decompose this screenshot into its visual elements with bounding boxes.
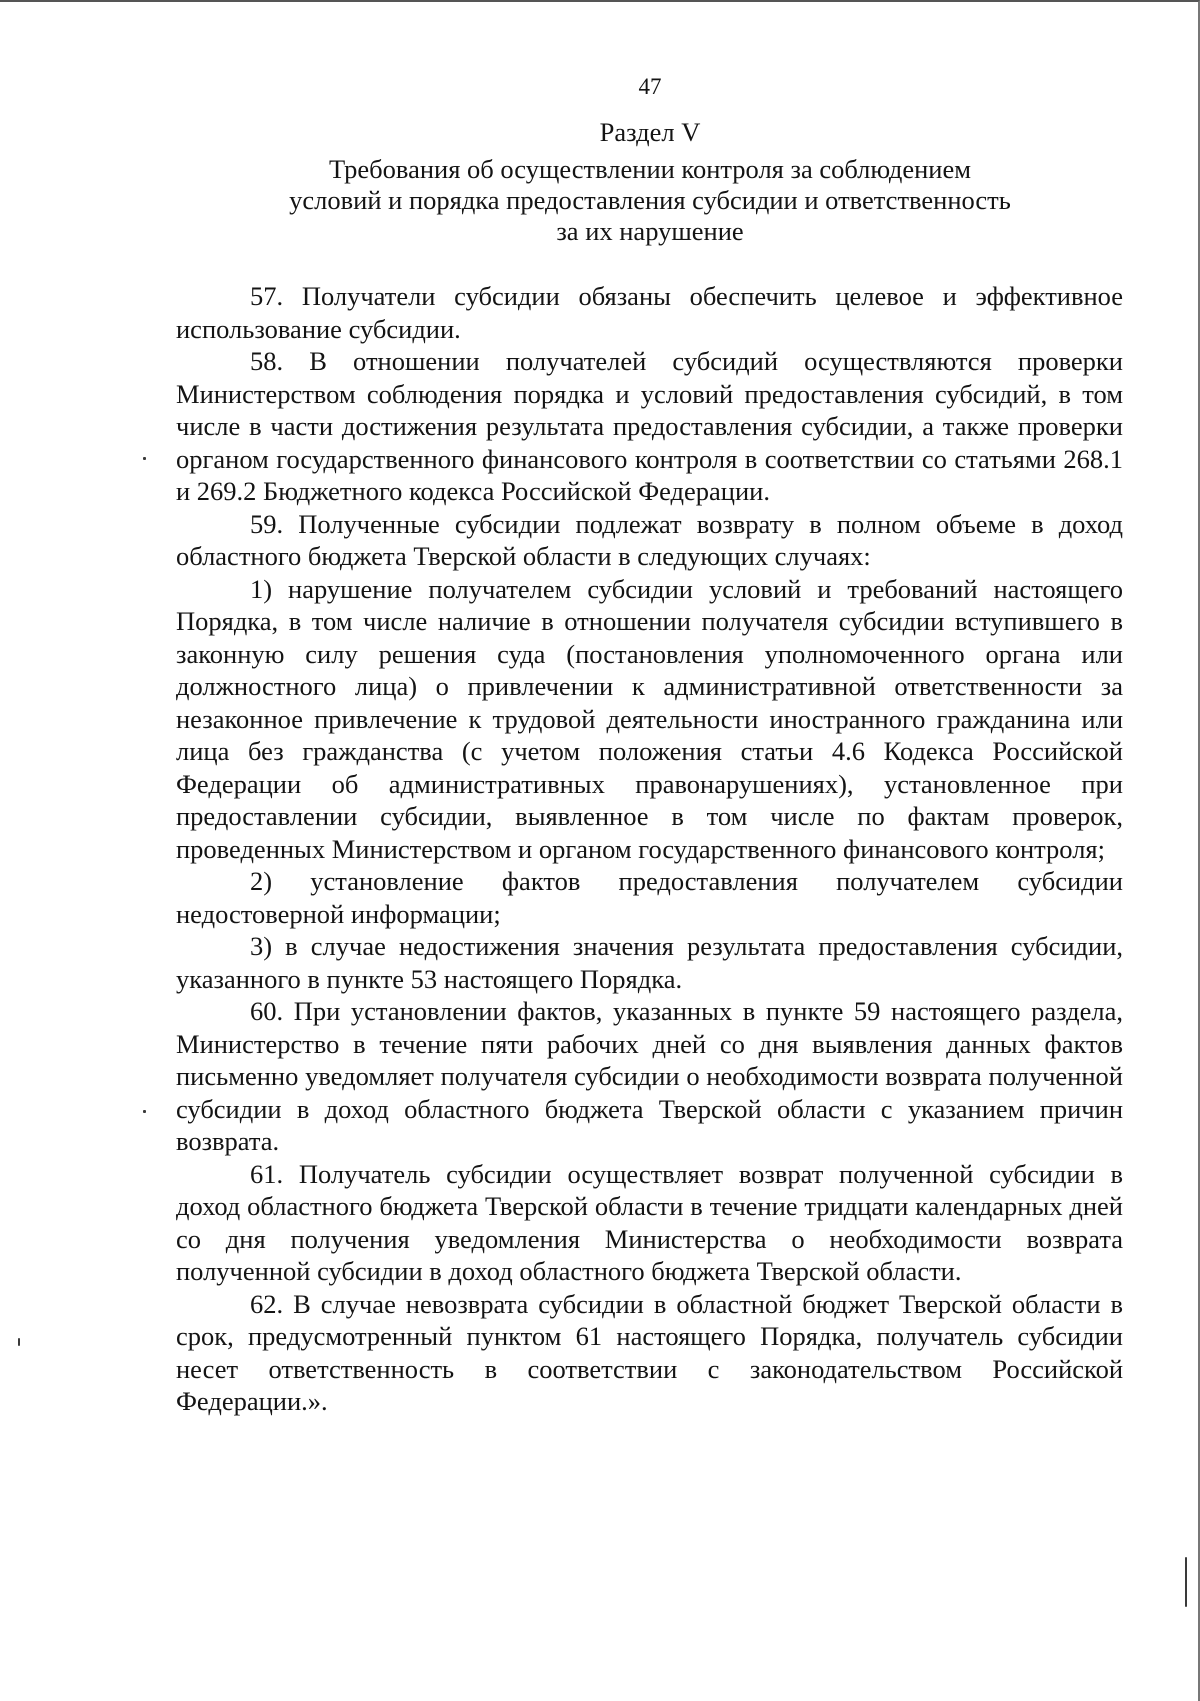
section-title	[0, 154, 1200, 247]
paragraph-59: 59. Полученные субсидии подлежат возврату в полном объеме в доход областного бюджета Тверской области в следующих случаях:	[176, 508, 1123, 571]
section-title-line: условий и порядка предоставления субсидии и ответственность	[289, 185, 1011, 215]
section-title-line: за их нарушение	[556, 216, 744, 246]
paragraph-61: 61. Получатель субсидии осуществляет возврат полученной субсидии в доход областного бюджета Тверской области в течение тридцати календарных дней со дня получения уведомления Министерства о необходимости возврата полученной субсидии в доход областного бюджета Тверской области.	[176, 1158, 1123, 1286]
paragraph-60: 60. При установлении фактов, указанных в пункте 59 настоящего раздела, Министерство в течение пяти рабочих дней со дня выявления данных фактов письменно уведомляет получателя субсидии о необходимости возврата полученной субсидии в доход областного бюджета Тверской области с указанием причин возврата.	[176, 996, 1123, 1156]
paragraph-58: 58. В отношении получателей субсидий осуществляются проверки Министерством соблюдения порядка и условий предоставления субсидий, в том числе в части достижения результата предоставления субсидии, а также проверки органом государственного финансового контроля в соответствии со статьями 268.1 и 269.2 Бюджетного кодекса Российской Федерации.	[176, 346, 1123, 506]
paragraph-59-item-3: 3) в случае недостижения значения результата предоставления субсидии, указанного в пункте 53 настоящего Порядка.	[176, 931, 1123, 994]
scan-speck	[18, 1338, 20, 1346]
scan-speck	[143, 1110, 146, 1113]
document-body	[176, 280, 1123, 1418]
section-heading: Раздел V	[599, 117, 701, 147]
paragraph-62: 62. В случае невозврата субсидии в областной бюджет Тверской области в срок, предусмотренный пунктом 61 настоящего Порядка, получатель субсидии несет ответственность в соответствии с законодательством Российской Федерации.».	[176, 1288, 1123, 1416]
page-number: 47	[638, 74, 662, 99]
paragraph-59-item-1: 1) нарушение получателем субсидии условий и требований настоящего Порядка, в том числе наличие в отношении получателя субсидии вступившего в законную силу решения суда (постановления уполномоченного органа или должностного лица) о привлечении к административной ответственности за незаконное привлечение к трудовой деятельности иностранного гражданина или лица без гражданства (с учетом положения статьи 4.6 Кодекса Российской Федерации об административных правонарушениях), установленное при предоставлении субсидии, выявленное в том числе по фактам проверок, проведенных Министерством и органом государственного финансового контроля;	[176, 573, 1123, 864]
paragraph-59-item-2: 2) установление фактов предоставления получателем субсидии недостоверной информации;	[176, 866, 1123, 929]
scan-speck	[143, 457, 146, 460]
paragraph-57: 57. Получатели субсидии обязаны обеспечить целевое и эффективное использование субсидии.	[176, 281, 1123, 344]
scan-speck	[1185, 1557, 1187, 1607]
section-title-line: Требования об осуществлении контроля за соблюдением	[328, 154, 971, 184]
